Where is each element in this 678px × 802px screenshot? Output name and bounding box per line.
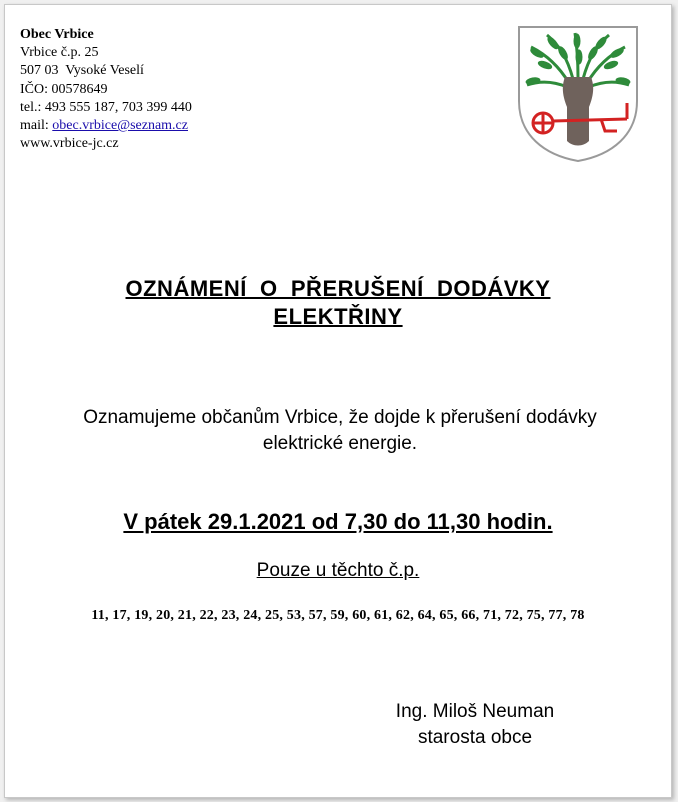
title-line-1: OZNÁMENÍ O PŘERUŠENÍ DODÁVKY [125, 276, 551, 301]
coat-of-arms-icon [517, 23, 639, 163]
address-line-2: 507 03 Vysoké Veselí [20, 63, 144, 79]
notice-title [5, 275, 671, 331]
ico-number: IČO: 00578649 [20, 81, 108, 97]
signer-role: starosta obce [417, 727, 533, 748]
website: www.vrbice-jc.cz [20, 136, 119, 152]
org-name: Obec Vrbice [20, 27, 94, 42]
mail-link[interactable]: obec.vrbice@seznam.cz [52, 118, 188, 134]
signer-name: Ing. Miloš Neuman [395, 701, 555, 722]
sender-address-block [20, 26, 192, 153]
house-numbers-list: 11, 17, 19, 20, 21, 22, 23, 24, 25, 53, 57, 59, 60, 61, 62, 64, 65, 66, 71, 72, 75, 77, 78 [91, 608, 585, 623]
outage-date-time: V pátek 29.1.2021 od 7,30 do 11,30 hodin. [123, 509, 553, 534]
address-line-1: Vrbice č.p. 25 [20, 45, 99, 61]
phone-numbers: tel.: 493 555 187, 703 399 440 [20, 99, 192, 115]
affected-houses-label: Pouze u těchto č.p. [256, 560, 420, 581]
intro-paragraph: Oznamujeme občanům Vrbice, že dojde k přerušení dodávky elektrické energie. [83, 407, 597, 454]
title-line-2: ELEKTŘINY [273, 304, 403, 329]
document-page [4, 4, 672, 798]
mail-label: mail: [20, 118, 53, 134]
signature-block [375, 699, 575, 751]
mail-line [20, 117, 192, 135]
